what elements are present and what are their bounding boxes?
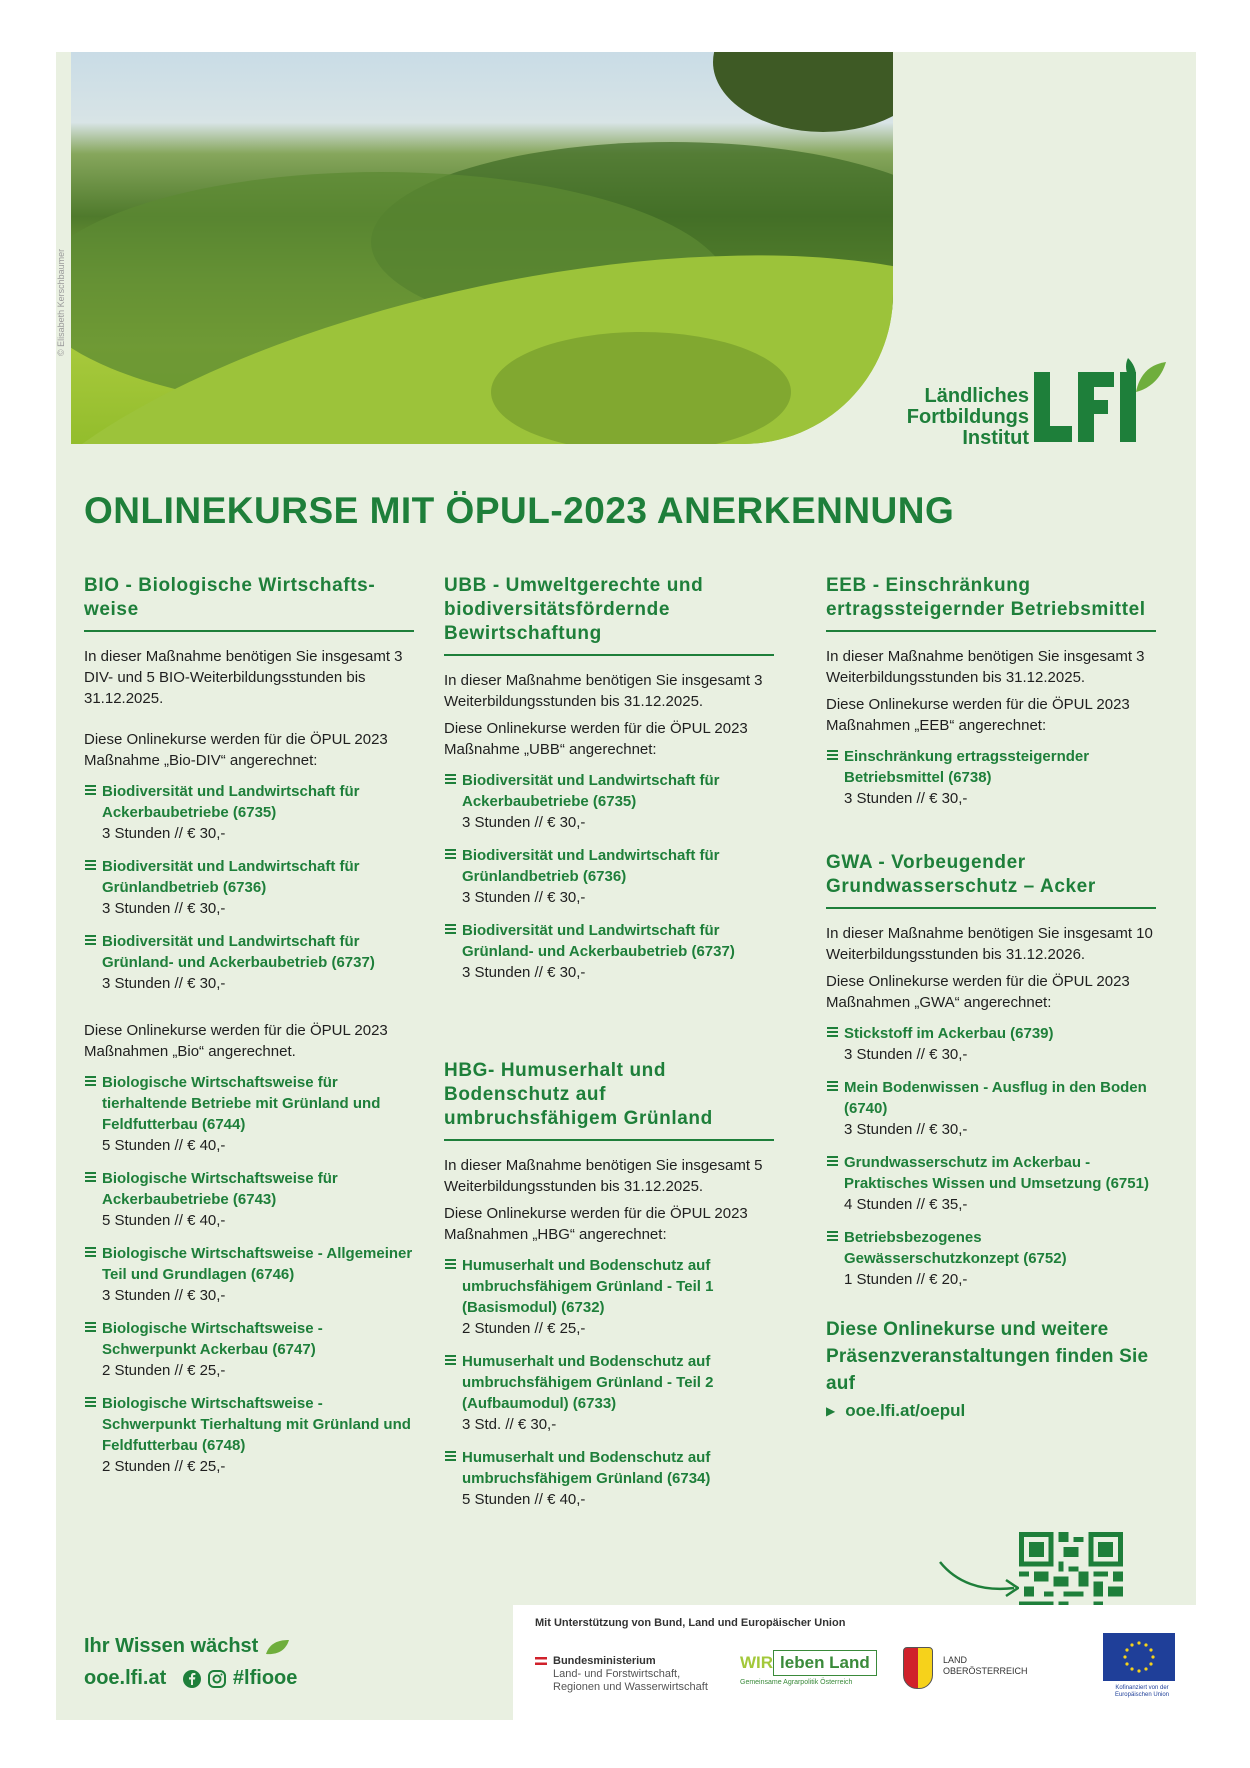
hbg-intro2: Diese Onlinekurse werden für die ÖPUL 2023 Maßnahmen „HBG“ angerechnet:	[444, 1205, 748, 1243]
course-item[interactable]: Betriebsbezogenes Gewässerschutzkonzept (6752) 1 Stunden // € 20,-	[826, 1227, 1156, 1290]
cta-text: Diese Onlinekurse und weitere Präsenzveranstaltungen finden Sie auf	[826, 1319, 1149, 1394]
course-item[interactable]: Biodiversität und Landwirtschaft für Grünland- und Ackerbaubetrieb (6737) 3 Stunden // € 30,-	[84, 931, 414, 994]
cta-url: ooe.lfi.at/oepul	[845, 1401, 966, 1420]
list-bullet-icon	[827, 1027, 838, 1038]
list-bullet-icon	[85, 1076, 96, 1087]
logo-line1: Ländliches	[924, 385, 1029, 407]
eeb-intro: In dieser Maßnahme benötigen Sie insgesamt 3 Weiterbildungsstunden bis 31.12.2025.	[826, 648, 1145, 686]
list-bullet-icon	[85, 1247, 96, 1258]
course-item[interactable]: Biodiversität und Landwirtschaft für Ackerbaubetriebe (6735) 3 Stunden // € 30,-	[84, 781, 414, 844]
play-arrow-icon: ▶	[826, 1404, 836, 1418]
gwa-title: GWA - Vorbeugender Grundwasserschutz – Acker	[826, 851, 1156, 909]
course-item[interactable]: Biologische Wirtschaftsweise für tierhaltende Betriebe mit Grünland und Feldfutterbau (6744) 5 Stunden // € 40,-	[84, 1072, 414, 1156]
hbg-title: HBG- Humuserhalt und Bodenschutz auf umbruchsfähigem Grünland	[444, 1059, 774, 1141]
social-handle[interactable]: #lfiooe	[232, 1667, 298, 1689]
section-ubb-hbg	[444, 574, 774, 1522]
course-item[interactable]: Biologische Wirtschaftsweise - Allgemeiner Teil und Grundlagen (6746) 3 Stunden // € 30,-	[84, 1243, 414, 1306]
list-bullet-icon	[85, 1322, 96, 1333]
course-item[interactable]: Biologische Wirtschaftsweise für Ackerbaubetriebe (6743) 5 Stunden // € 40,-	[84, 1168, 414, 1231]
sponsor-bar	[513, 1605, 1196, 1720]
course-item[interactable]: Biodiversität und Landwirtschaft für Grünlandbetrieb (6736) 3 Stunden // € 30,-	[444, 845, 774, 908]
instagram-icon[interactable]	[207, 1669, 227, 1689]
list-bullet-icon	[445, 1451, 456, 1462]
footer-branding	[84, 1630, 297, 1694]
course-item[interactable]: Biologische Wirtschaftsweise - Schwerpunkt Tierhaltung mit Grünland und Feldfutterbau (6748) 2 Stunden // € 25,-	[84, 1393, 414, 1477]
list-bullet-icon	[85, 935, 96, 946]
course-item[interactable]: Humuserhalt und Bodenschutz auf umbruchsfähigem Grünland - Teil 2 (Aufbaumodul) (6733) 3 Std. // € 30,-	[444, 1351, 774, 1435]
list-bullet-icon	[827, 1156, 838, 1167]
ministry-logo: Bundesministerium Land- und Forstwirtschaft, Regionen und Wasserwirtschaft	[535, 1655, 708, 1694]
logo-line2: Fortbildungs	[906, 406, 1029, 428]
flyer-page	[56, 52, 1196, 1720]
bio-intro2: Diese Onlinekurse werden für die ÖPUL 2023 Maßnahme „Bio-DIV“ angerechnet:	[84, 731, 388, 769]
curved-arrow-icon	[936, 1552, 1026, 1602]
course-item[interactable]: Biodiversität und Landwirtschaft für Grünlandbetrieb (6736) 3 Stunden // € 30,-	[84, 856, 414, 919]
course-item[interactable]: Stickstoff im Ackerbau (6739) 3 Stunden // € 30,-	[826, 1023, 1156, 1065]
list-bullet-icon	[85, 785, 96, 796]
course-item[interactable]: Biodiversität und Landwirtschaft für Ackerbaubetriebe (6735) 3 Stunden // € 30,-	[444, 770, 774, 833]
course-item[interactable]: Biodiversität und Landwirtschaft für Grünland- und Ackerbaubetrieb (6737) 3 Stunden // € 30,-	[444, 920, 774, 983]
wir-leben-land-logo: WIR leben Land Gemeinsame Agrarpolitik Österreich	[740, 1650, 877, 1686]
hbg-intro: In dieser Maßnahme benötigen Sie insgesamt 5 Weiterbildungsstunden bis 31.12.2025.	[444, 1157, 763, 1195]
ubb-intro: In dieser Maßnahme benötigen Sie insgesamt 3 Weiterbildungsstunden bis 31.12.2025.	[444, 672, 763, 710]
ubb-intro2: Diese Onlinekurse werden für die ÖPUL 2023 Maßnahme „UBB“ angerechnet:	[444, 720, 748, 758]
list-bullet-icon	[445, 849, 456, 860]
gwa-intro2: Diese Onlinekurse werden für die ÖPUL 2023 Maßnahmen „GWA“ angerechnet:	[826, 973, 1130, 1011]
bio-intro: In dieser Maßnahme benötigen Sie insgesamt 3 DIV- und 5 BIO-Weiterbildungsstunden bis 31.12.2025.	[84, 648, 403, 707]
course-item[interactable]: Humuserhalt und Bodenschutz auf umbruchsfähigem Grünland - Teil 1 (Basismodul) (6732) 2 Stunden // € 25,-	[444, 1255, 774, 1339]
slogan: Ihr Wissen wächst	[84, 1635, 259, 1657]
gwa-intro: In dieser Maßnahme benötigen Sie insgesamt 10 Weiterbildungsstunden bis 31.12.2026.	[826, 925, 1153, 963]
course-item[interactable]: Einschränkung ertragssteigernder Betriebsmittel (6738) 3 Stunden // € 30,-	[826, 746, 1156, 809]
facebook-icon[interactable]	[182, 1669, 202, 1689]
bio-intro3: Diese Onlinekurse werden für die ÖPUL 2023 Maßnahmen „Bio“ angerechnet.	[84, 1022, 388, 1060]
list-bullet-icon	[445, 1259, 456, 1270]
list-bullet-icon	[85, 860, 96, 871]
page-title: ONLINEKURSE MIT ÖPUL-2023 ANERKENNUNG	[84, 490, 955, 531]
eeb-title: EEB - Einschränkung ertragssteigernder Betriebsmittel	[826, 574, 1156, 632]
logo-line3: Institut	[962, 427, 1029, 449]
list-bullet-icon	[827, 1081, 838, 1092]
landscape-photo	[71, 52, 893, 444]
section-bio	[84, 574, 414, 1489]
list-bullet-icon	[85, 1397, 96, 1408]
list-bullet-icon	[85, 1172, 96, 1183]
coat-of-arms-icon	[903, 1647, 933, 1689]
list-bullet-icon	[445, 924, 456, 935]
course-item[interactable]: Mein Bodenwissen - Ausflug in den Boden (6740) 3 Stunden // € 30,-	[826, 1077, 1156, 1140]
course-item[interactable]: Grundwasserschutz im Ackerbau - Praktisches Wissen und Umsetzung (6751) 4 Stunden // € 35,-	[826, 1152, 1156, 1215]
lfi-logo	[886, 348, 1186, 448]
ubb-title: UBB - Umweltgerechte und biodiversitätsfördernde Bewirtschaftung	[444, 574, 774, 656]
eu-cofinanced-text: Kofinanziert von der Europäischen Union	[1114, 1685, 1170, 1698]
austria-flag-icon	[535, 1657, 547, 1665]
course-item[interactable]: Biologische Wirtschaftsweise - Schwerpunkt Ackerbau (6747) 2 Stunden // € 25,-	[84, 1318, 414, 1381]
course-item[interactable]: Humuserhalt und Bodenschutz auf umbruchsfähigem Grünland (6734) 5 Stunden // € 40,-	[444, 1447, 774, 1510]
section-eeb-gwa	[826, 574, 1156, 1421]
eeb-intro2: Diese Onlinekurse werden für die ÖPUL 2023 Maßnahmen „EEB“ angerechnet:	[826, 696, 1130, 734]
list-bullet-icon	[827, 750, 838, 761]
bio-title: BIO - Biologische Wirtschafts-weise	[84, 574, 414, 632]
photo-credit: © Elisabeth Kerschbaumer	[56, 248, 66, 356]
website-url[interactable]: ooe.lfi.at	[84, 1667, 167, 1689]
list-bullet-icon	[445, 1355, 456, 1366]
leaf-icon	[264, 1638, 290, 1656]
land-ooe-logo: LAND OBERÖSTERREICH	[943, 1655, 1028, 1676]
cta-link[interactable]	[826, 1401, 1156, 1421]
support-text: Mit Unterstützung von Bund, Land und Europäischer Union	[535, 1617, 846, 1629]
list-bullet-icon	[445, 774, 456, 785]
eu-flag-icon	[1103, 1633, 1175, 1681]
lfi-mark-icon	[1034, 358, 1174, 444]
list-bullet-icon	[827, 1231, 838, 1242]
